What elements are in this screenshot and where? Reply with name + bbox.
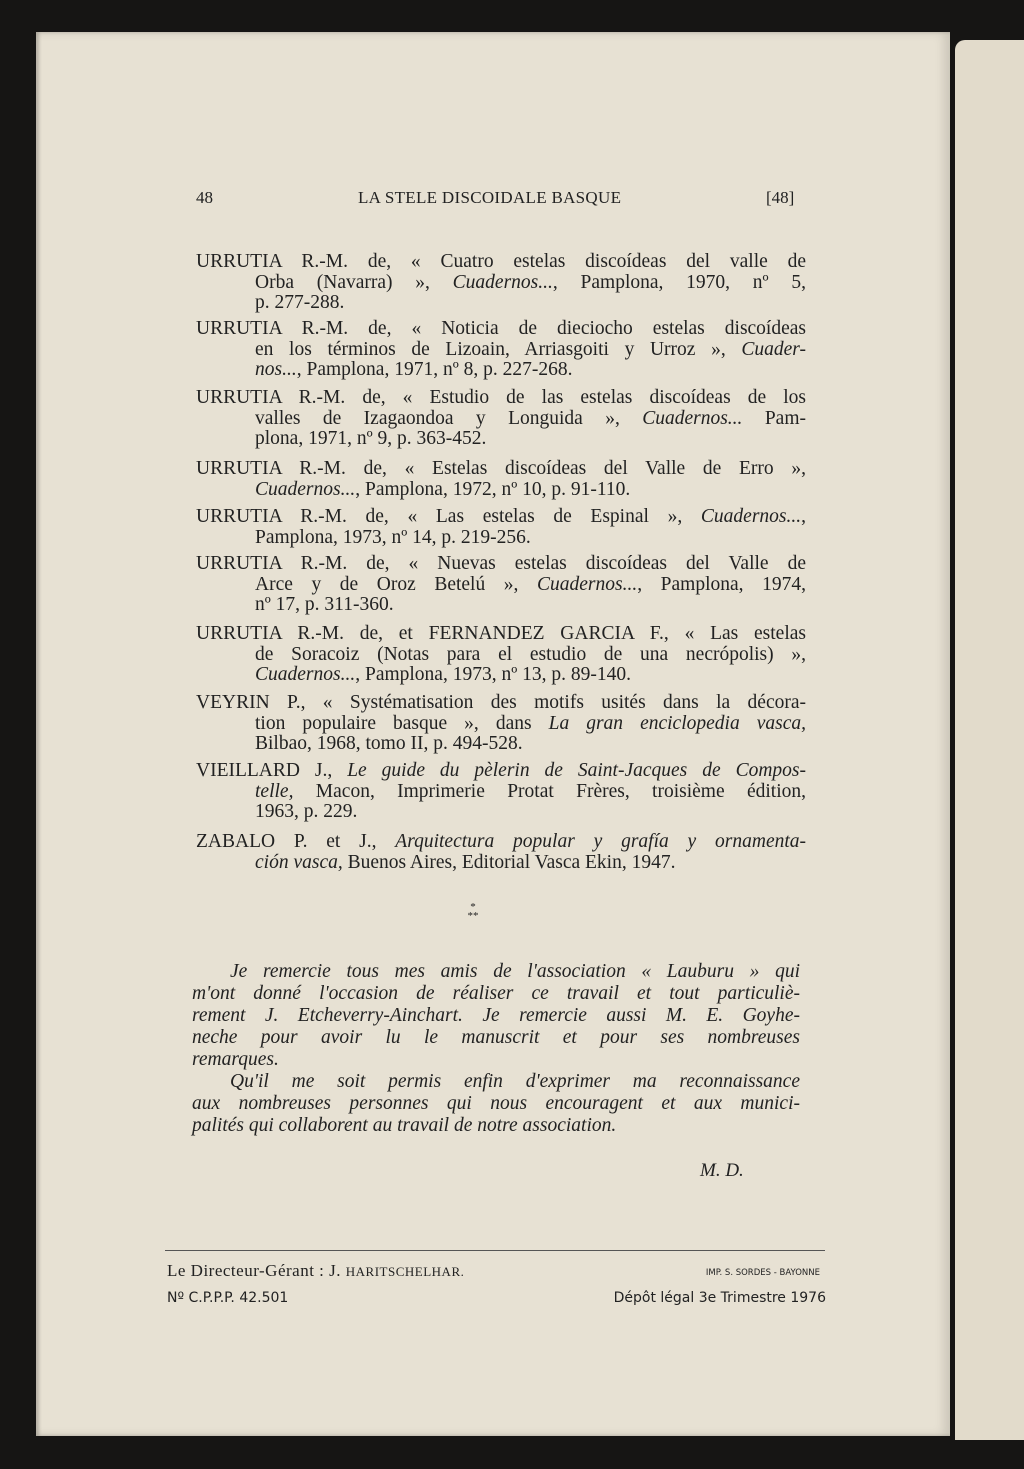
entry-line: [196, 853, 806, 874]
entry-text: URRUTIA R.-M. de, « Nuevas estelas discoídeas del Valle de: [196, 553, 806, 574]
entry-text: VEYRIN P., « Systématisation des motifs usités dans la décora-: [196, 692, 806, 713]
entry-text: p. 277-288.: [255, 292, 345, 313]
entry-line: [196, 761, 806, 782]
entry-line: [196, 360, 806, 381]
bibliography-entry: [196, 507, 806, 548]
entry-line: [196, 575, 806, 596]
entry-line: [196, 832, 806, 853]
asterism-top: *: [470, 901, 476, 913]
italic-title: Cuadernos...: [642, 407, 743, 429]
entry-text: URRUTIA R.-M. de, « Las estelas de Espinal »,: [196, 506, 701, 527]
entry-line: [196, 734, 806, 755]
page-number-bracketed: [48]: [766, 188, 795, 207]
bibliography-entry: [196, 252, 806, 314]
entry-text: VIEILLARD J.,: [196, 760, 348, 781]
ack-line: neche pour avoir lu le manuscrit et pour ses nombreuses: [192, 1027, 800, 1048]
entry-text: URRUTIA R.-M. de, « Estudio de las estelas discoídeas de los: [196, 387, 806, 408]
bibliography-entry: [196, 554, 806, 616]
ack-line: Qu'il me soit permis enfin d'exprimer ma reconnaissance: [230, 1071, 800, 1092]
entry-line: [196, 693, 806, 714]
bibliography-entry: [196, 832, 806, 873]
italic-title: Cuadernos...: [255, 478, 356, 500]
entry-text: , Pamplona, 1974,: [637, 573, 806, 595]
cppp-number: Nº C.P.P.P. 42.501: [167, 1290, 289, 1306]
director-line: [167, 1261, 464, 1281]
entry-text: tion populaire basque », dans: [255, 712, 549, 734]
bibliography-entry: [196, 624, 806, 686]
entry-text: Bilbao, 1968, tomo II, p. 494-528.: [255, 733, 523, 754]
footer-rule: [165, 1250, 825, 1251]
entry-line: [196, 554, 806, 575]
entry-line: [196, 388, 806, 409]
entry-line: [196, 782, 806, 803]
page-number: 48: [196, 188, 213, 207]
entry-text: , Pamplona, 1972, nº 10, p. 91-110.: [355, 478, 631, 500]
running-title: LA STELE DISCOIDALE BASQUE: [358, 188, 622, 207]
entry-text: URRUTIA R.-M. de, « Estelas discoídeas del Valle de Erro »,: [196, 458, 806, 479]
entry-text: ,: [801, 506, 806, 527]
ack-line: m'ont donné l'occasion de réaliser ce travail et tout particuliè-: [192, 983, 800, 1004]
entry-text: Arce y de Oroz Betelú »,: [255, 573, 537, 595]
entry-text: ZABALO P. et J.,: [196, 831, 396, 852]
asterism-bottom: **: [467, 910, 479, 922]
ack-line: rement J. Etcheverry-Ainchart. Je remercie aussi M. E. Goyhe-: [192, 1005, 800, 1026]
italic-title: Cuadernos...: [452, 271, 553, 293]
ack-line: aux nombreuses personnes qui nous encouragent et aux munici-: [192, 1093, 800, 1114]
entry-text: Orba (Navarra) »,: [255, 271, 453, 293]
entry-line: [196, 409, 806, 430]
signature: M. D.: [700, 1160, 744, 1181]
entry-line: [196, 273, 806, 294]
entry-line: [196, 528, 806, 549]
legal-deposit: Dépôt légal 3e Trimestre 1976: [613, 1290, 826, 1306]
ack-line: remarques.: [192, 1049, 279, 1070]
entry-line: [196, 459, 806, 480]
italic-title: Cuader-: [741, 338, 806, 360]
entry-text: Pamplona, 1973, nº 14, p. 219-256.: [255, 526, 531, 548]
entry-text: URRUTIA R.-M. de, et FERNANDEZ GARCIA F., « Las estelas: [196, 623, 806, 644]
entry-line: [196, 319, 806, 340]
italic-title: Cuadernos...: [537, 573, 638, 595]
entry-line: [196, 507, 806, 528]
entry-text: , Pamplona, 1970, nº 5,: [552, 271, 806, 293]
acknowledgements: [192, 961, 800, 1137]
ack-line: palités qui collaborent au travail de notre association.: [192, 1115, 617, 1136]
entry-text: en los términos de Lizoain, Arriasgoiti y Urroz »,: [255, 338, 742, 360]
italic-title: ción vasca,: [255, 851, 343, 873]
entry-line: [196, 340, 806, 361]
entry-text: , Pamplona, 1973, nº 13, p. 89-140.: [355, 664, 631, 685]
entry-line: [196, 714, 806, 735]
entry-line: [196, 645, 806, 666]
asterism: [463, 903, 483, 921]
bibliography-entry: [196, 693, 806, 755]
ack-paragraph: [192, 961, 800, 1071]
ack-paragraph: [192, 1071, 800, 1137]
entry-text: URRUTIA R.-M. de, « Cuatro estelas discoídeas del valle de: [196, 251, 806, 272]
bibliography-entry: [196, 459, 806, 500]
director-name: HARITSCHELHAR.: [345, 1264, 465, 1279]
entry-text: Pam-: [742, 407, 806, 429]
entry-line: [196, 480, 806, 501]
printer: IMP. S. SORDES - BAYONNE: [705, 1268, 820, 1278]
entry-text: , Pamplona, 1971, nº 8, p. 227-268.: [296, 359, 573, 380]
entry-line: [196, 252, 806, 273]
entry-line: [196, 624, 806, 645]
bibliography-entry: [196, 761, 806, 823]
director-label: Le Directeur-Gérant : J.: [167, 1261, 346, 1280]
italic-title: Cuadernos...: [255, 664, 356, 685]
facing-page-edge: [955, 40, 1024, 1440]
entry-text: Buenos Aires, Editorial Vasca Ekin, 1947.: [342, 851, 676, 873]
entry-line: [196, 429, 806, 450]
entry-line: [196, 293, 806, 314]
entry-text: plona, 1971, nº 9, p. 363-452.: [255, 428, 487, 449]
bibliography-entry: [196, 319, 806, 381]
ack-line: Je remercie tous mes amis de l'association « Lauburu » qui: [230, 961, 800, 982]
entry-line: [196, 665, 806, 686]
entry-text: URRUTIA R.-M. de, « Noticia de dieciocho estelas discoídeas: [196, 318, 806, 339]
italic-title: nos...: [255, 359, 297, 380]
italic-title: telle,: [255, 780, 294, 802]
italic-title: Le guide du pèlerin de Saint-Jacques de Compos-: [347, 760, 806, 781]
italic-title: Cuadernos...: [700, 506, 802, 527]
entry-text: valles de Izagaondoa y Longuida »,: [255, 407, 643, 429]
entry-line: [196, 595, 806, 616]
entry-text: 1963, p. 229.: [255, 801, 358, 822]
entry-text: nº 17, p. 311-360.: [255, 594, 394, 615]
italic-title: Arquitectura popular y grafía y ornamenta-: [395, 831, 807, 852]
bibliography-entry: [196, 388, 806, 450]
entry-text: Macon, Imprimerie Protat Frères, troisième édition,: [293, 780, 806, 802]
entry-text: de Soracoiz (Notas para el estudio de una necrópolis) »,: [255, 643, 806, 665]
entry-line: [196, 802, 806, 823]
italic-title: La gran enciclopedia vasca,: [548, 712, 806, 734]
